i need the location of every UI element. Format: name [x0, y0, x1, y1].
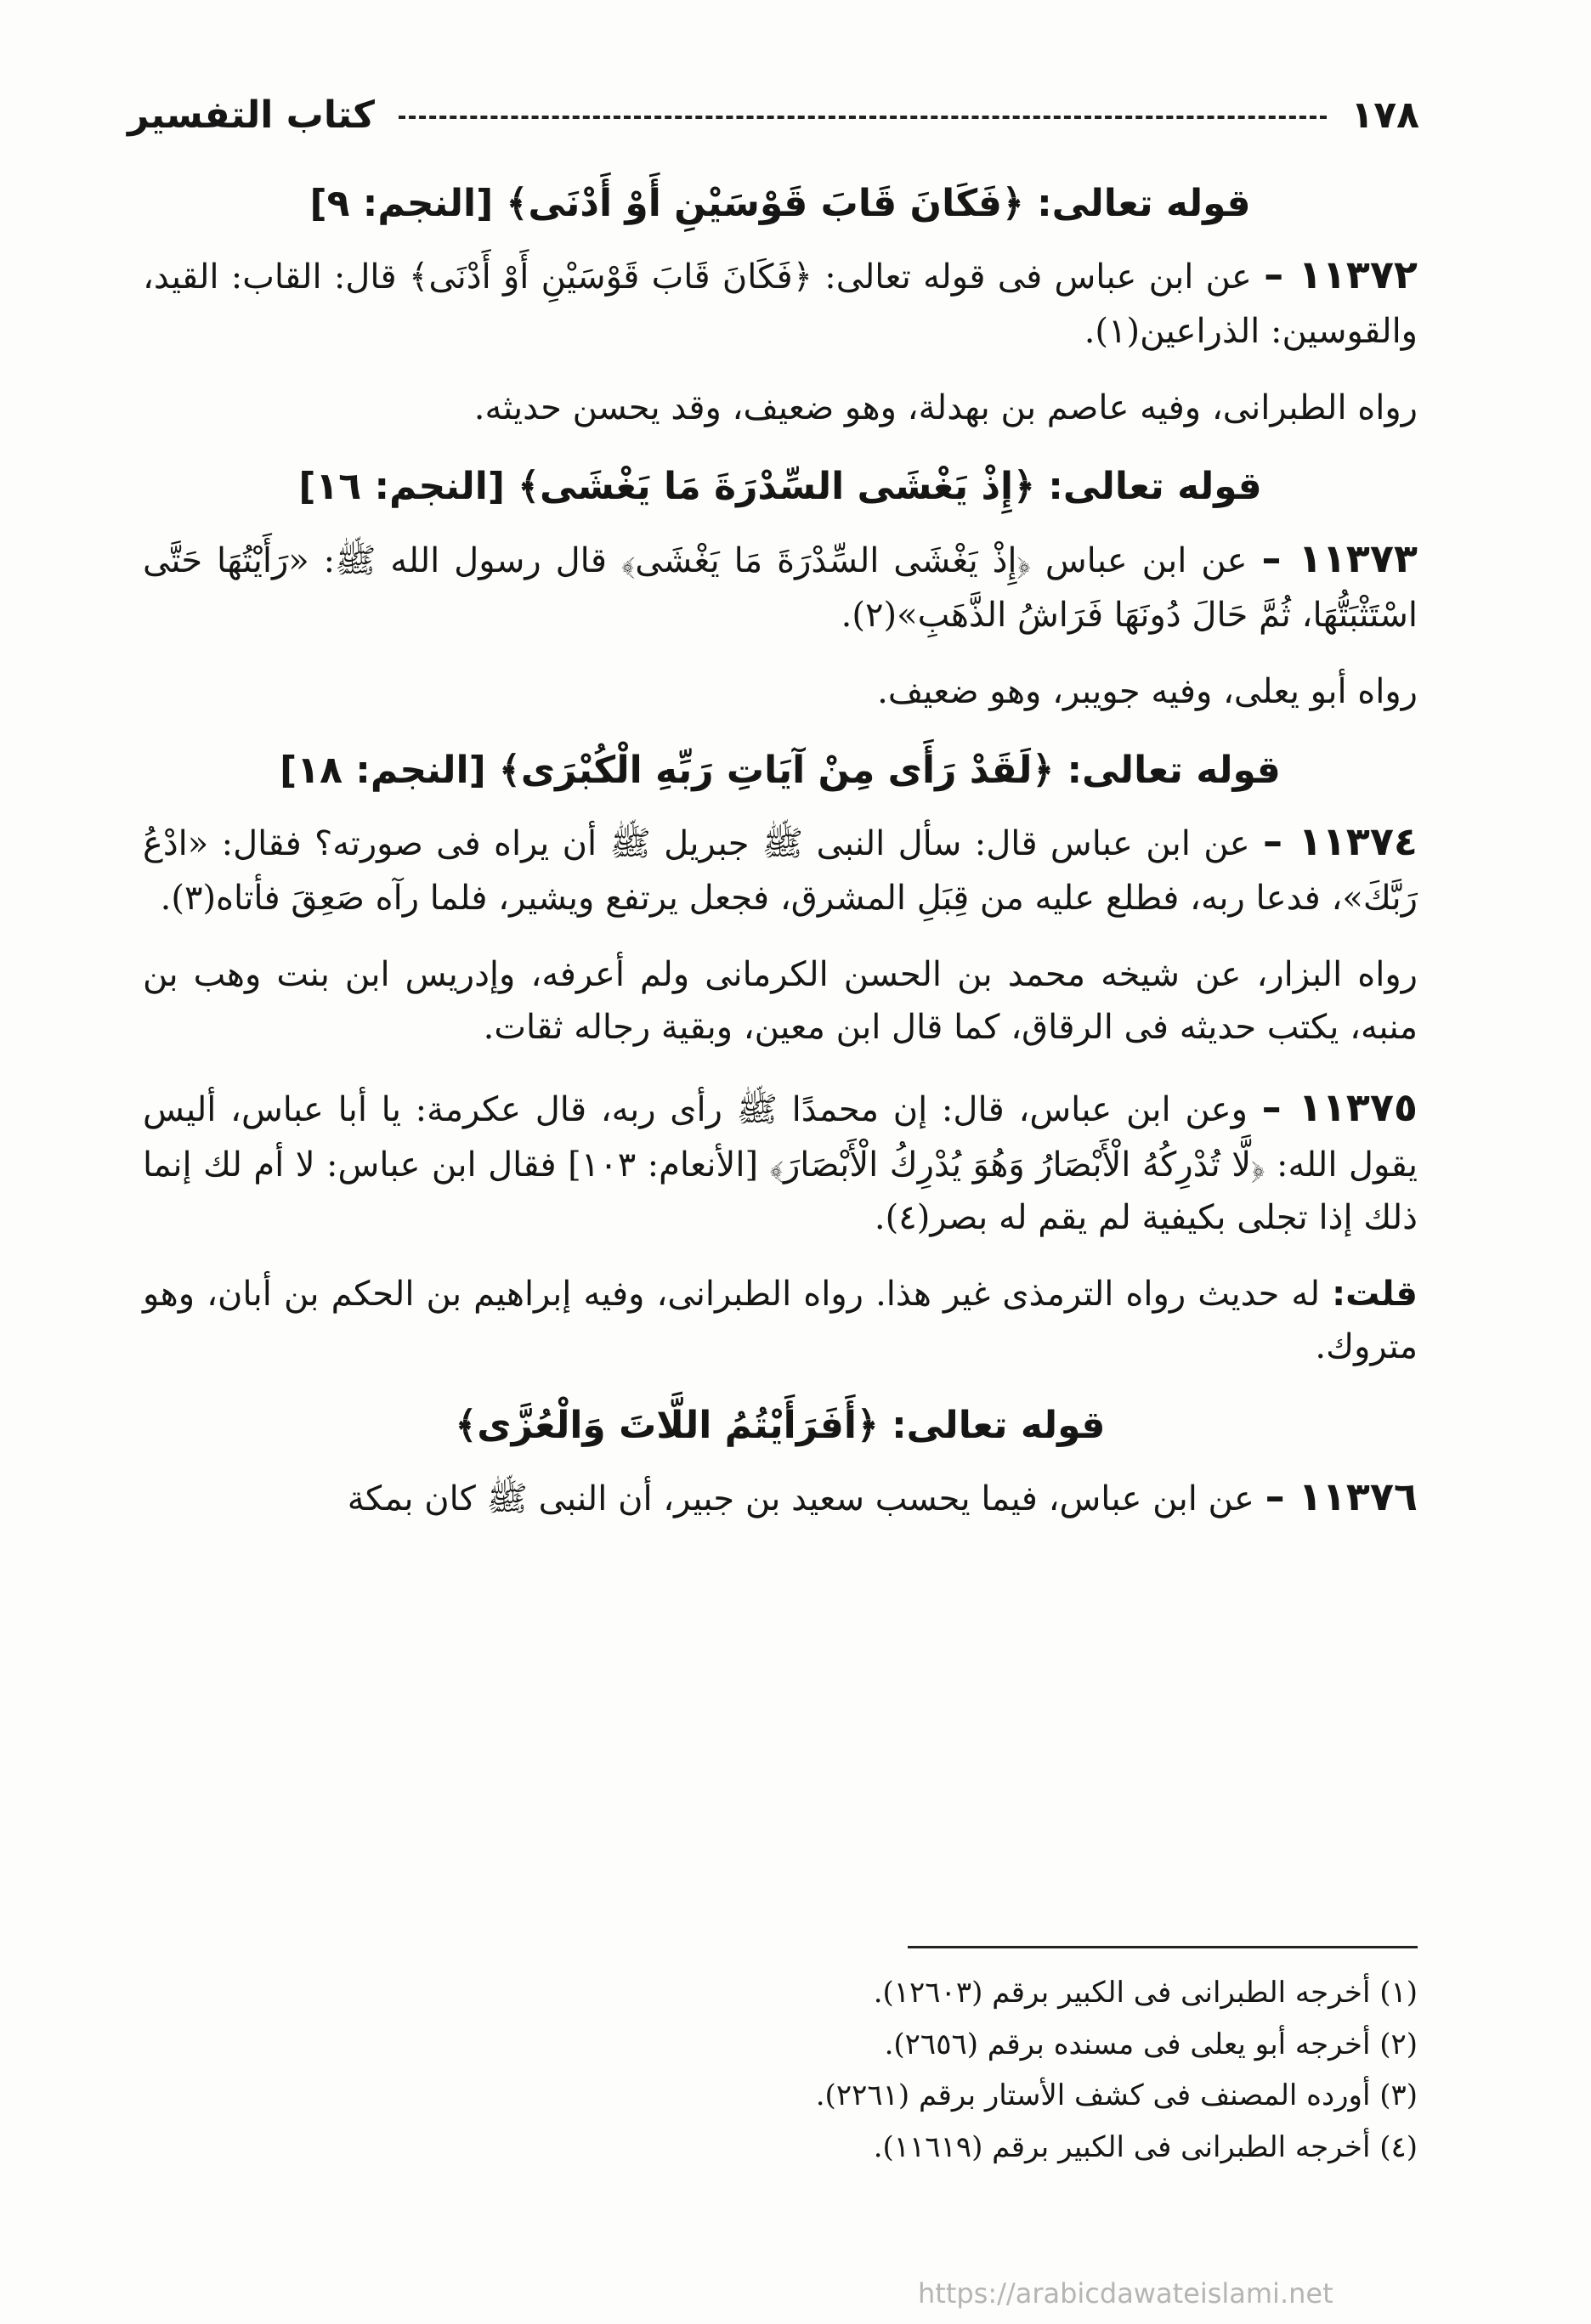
- hadith-number: ١١٣٧٥ –: [1261, 1084, 1418, 1131]
- section-heading: قوله تعالى: ﴿فَكَانَ قَابَ قَوْسَيْنِ أَوْ أَدْنَى﴾ [النجم: ٩]: [309, 182, 1251, 225]
- narration-text: رواه الطبرانى، وفيه عاصم بن بهدلة، وهو ضعيف، وقد يحسن حديثه.: [473, 388, 1418, 428]
- hadith-text: عن ابن عباس قال: سأل النبى ﷺ جبريل ﷺ أن يراه فى صورته؟ فقال: «ادْعُ رَبَّكَ»، فدعا ربه، فطلع عليه من قِبَلِ المشرق، فجعل يرتفع ويشير، فلما رآه صَعِقَ فأتاه(٣).: [143, 824, 1418, 919]
- footnote-rule: [908, 1946, 1418, 1948]
- footnotes: [143, 1946, 1418, 2177]
- narration-note: [143, 948, 1418, 1054]
- hadith-number: ١١٣٧٢ –: [1264, 252, 1418, 298]
- book-title: كتاب التفسير: [127, 93, 375, 137]
- section-heading: قوله تعالى: ﴿إِذْ يَغْشَى السِّدْرَةَ مَا يَغْشَى﴾ [النجم: ١٦]: [298, 465, 1262, 509]
- footnote: (١) أخرجه الطبرانى فى الكبير برقم (١٢٦٠٣).: [873, 1976, 1418, 2010]
- narration-text: رواه أبو يعلى، وفيه جويبر، وهو ضعيف.: [877, 671, 1418, 711]
- author-note-text: له حديث رواه الترمذى غير هذا. رواه الطبرانى، وفيه إبراهيم بن الحكم بن أبان، وهو متروك.: [143, 1274, 1418, 1366]
- author-note: [143, 1268, 1418, 1373]
- hadith-number: ١١٣٧٤ –: [1262, 818, 1418, 865]
- hadith-paragraph: [143, 1077, 1418, 1243]
- hadith-text: وعن ابن عباس، قال: إن محمدًا ﷺ رأى ربه، قال عكرمة: يا أبا عباس، أليس يقول الله: ﴿لَّا تُدْرِكُهُ الْأَبْصَارُ وَهُوَ يُدْرِكُ الْأَبْصَارَ﴾ [الأنعام: ١٠٣] فقال ابن عباس: لا أم لك إنما ذلك إذا تجلى بكيفية لم يقم له بصر(٤).: [143, 1090, 1418, 1237]
- hadith-paragraph: [143, 245, 1418, 358]
- header-divider: [399, 116, 1327, 119]
- footnote: (٢) أخرجه أبو يعلى فى مسنده برقم (٢٦٥٦).: [884, 2027, 1418, 2061]
- page-number: ١٧٨: [1350, 93, 1419, 137]
- page-header: [127, 85, 1419, 144]
- hadith-text: عن ابن عباس، فيما يحسب سعيد بن جبير، أن النبى ﷺ كان بمكة: [347, 1479, 1254, 1518]
- hadith-paragraph: [143, 529, 1418, 642]
- footnote: (٣) أورده المصنف فى كشف الأستار برقم (٢٢٦١).: [815, 2078, 1418, 2113]
- author-note-label: قلت:: [1332, 1274, 1418, 1314]
- narration-note: [143, 382, 1418, 434]
- section-heading: قوله تعالى: ﴿لَقَدْ رَأَى مِنْ آيَاتِ رَبِّهِ الْكُبْرَى﴾ [النجم: ١٨]: [280, 748, 1281, 792]
- hadith-number: ١١٣٧٣ –: [1261, 534, 1418, 581]
- narration-note: [143, 665, 1418, 718]
- section-heading: قوله تعالى: ﴿أَفَرَأَيْتُمُ اللَّاتَ وَالْعُزَّى﴾: [455, 1403, 1106, 1447]
- main-text: [143, 170, 1418, 1551]
- hadith-number: ١١٣٧٦ –: [1265, 1473, 1418, 1519]
- footnote: (٤) أخرجه الطبرانى فى الكبير برقم (١١٦١٩).: [873, 2130, 1418, 2165]
- hadith-paragraph: [143, 1467, 1418, 1527]
- hadith-text: عن ابن عباس فى قوله تعالى: ﴿فَكَانَ قَابَ قَوْسَيْنِ أَوْ أَدْنَى﴾ قال: القاب: القيد، والقوسين: الذراعين(١).: [143, 257, 1418, 352]
- hadith-paragraph: [143, 811, 1418, 925]
- hadith-text: عن ابن عباس ﴿إِذْ يَغْشَى السِّدْرَةَ مَا يَغْشَى﴾ قال رسول الله ﷺ: «رَأَيْتُهَا حَتَّى اسْتَثْبَتُّهَا، ثُمَّ حَالَ دُونَهَا فَرَاشُ الذَّهَبِ»(٢).: [143, 540, 1418, 635]
- narration-text: رواه البزار، عن شيخه محمد بن الحسن الكرمانى ولم أعرفه، وإدريس ابن بنت وهب بن منبه، يكتب حديثه فى الرقاق، كما قال ابن معين، وبقية رجاله ثقات.: [143, 955, 1418, 1048]
- watermark-url: https://arabicdawateislami.net: [918, 2277, 1333, 2310]
